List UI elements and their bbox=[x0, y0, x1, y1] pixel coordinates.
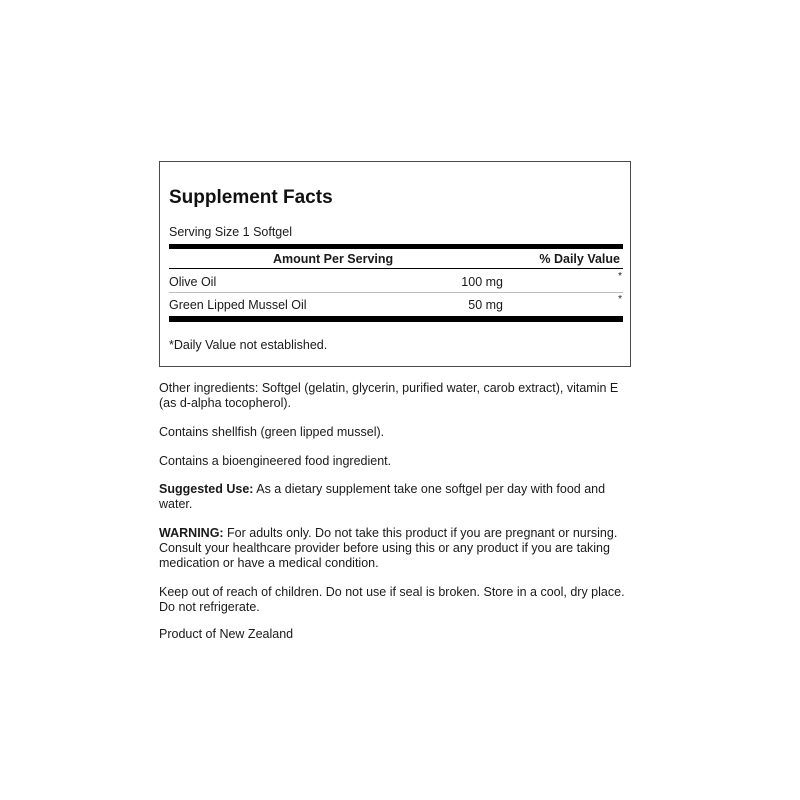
nutrient-name: Green Lipped Mussel Oil bbox=[169, 298, 307, 312]
daily-value-footnote: *Daily Value not established. bbox=[169, 338, 328, 352]
daily-value-header: % Daily Value bbox=[539, 252, 620, 266]
allergen-statement: Contains shellfish (green lipped mussel). bbox=[159, 425, 385, 439]
nutrient-row bbox=[169, 293, 623, 316]
serving-size: Serving Size 1 Softgel bbox=[169, 225, 292, 239]
storage-instructions: Keep out of reach of children. Do not use if seal is broken. Store in a cool, dry place. Do not refrigerate. bbox=[159, 585, 625, 614]
nutrient-amount: 100 mg bbox=[461, 275, 503, 289]
bioengineered-statement: Contains a bioengineered food ingredient. bbox=[159, 454, 392, 468]
bottom-divider bbox=[169, 316, 623, 322]
other-ingredients: Other ingredients: Softgel (gelatin, glycerin, purified water, carob extract), vitamin E (as d-alpha tocopherol). bbox=[159, 381, 619, 410]
country-of-origin: Product of New Zealand bbox=[159, 627, 294, 641]
top-divider bbox=[169, 244, 623, 249]
nutrient-daily-value: * bbox=[618, 271, 622, 282]
warning bbox=[159, 526, 629, 571]
nutrient-amount: 50 mg bbox=[468, 298, 503, 312]
facts-title: Supplement Facts bbox=[169, 187, 333, 208]
warning-text: For adults only. Do not take this product if you are pregnant or nursing. Consult your healthcare provider before using this or any product if you are taking medication or have a medical condition. bbox=[159, 526, 618, 570]
warning-label: WARNING: bbox=[159, 526, 224, 540]
amount-per-serving-header: Amount Per Serving bbox=[273, 252, 394, 266]
suggested-use-text: As a dietary supplement take one softgel per day with food and water. bbox=[159, 482, 606, 511]
supplement-facts-panel bbox=[159, 161, 631, 367]
header-divider bbox=[169, 268, 623, 269]
nutrient-row bbox=[169, 270, 623, 293]
nutrient-name: Olive Oil bbox=[169, 275, 217, 289]
nutrient-daily-value: * bbox=[618, 294, 622, 305]
suggested-use bbox=[159, 482, 629, 512]
suggested-use-label: Suggested Use: bbox=[159, 482, 254, 496]
